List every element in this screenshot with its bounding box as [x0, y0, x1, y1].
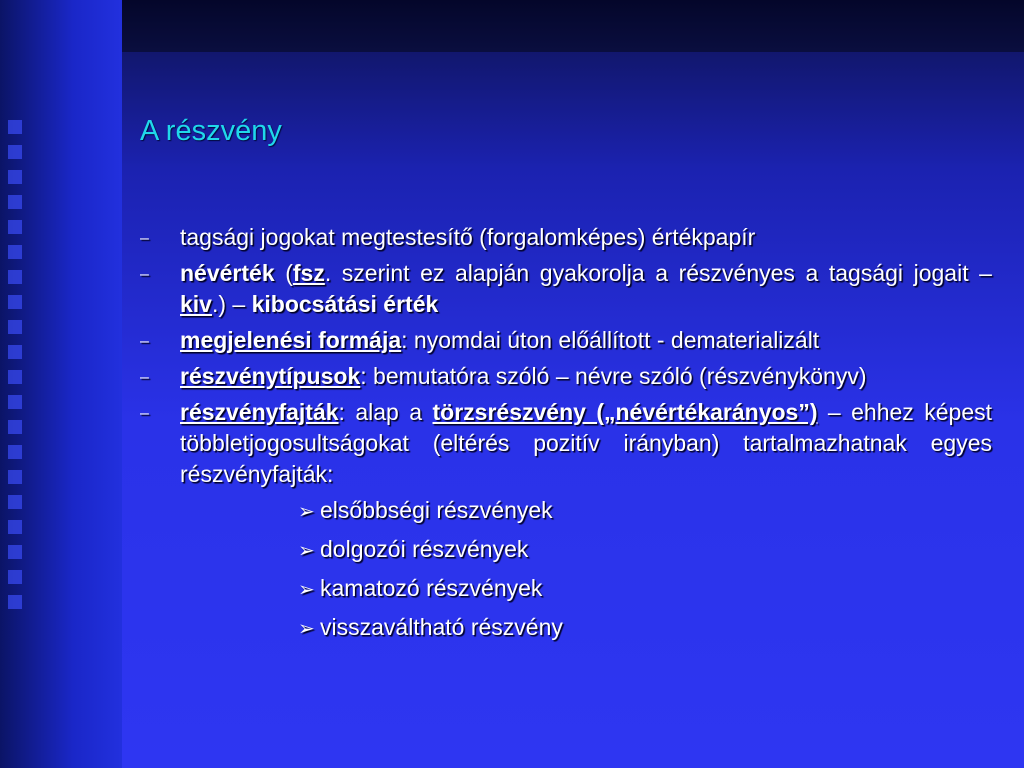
decor-square: [8, 145, 22, 159]
decor-square: [8, 545, 22, 559]
arrow-bullet-icon: ➢: [298, 540, 315, 562]
item-text: tagsági jogokat megtestesítő (forgalomképes) értékpapír: [180, 224, 756, 250]
decor-square: [8, 595, 22, 609]
abbr-kiv: kiv: [180, 291, 212, 317]
sub-item-text: visszaváltható részvény: [320, 614, 563, 640]
top-dark-band: [122, 0, 1024, 52]
decor-square: [8, 345, 22, 359]
decor-square: [8, 420, 22, 434]
decor-square: [8, 445, 22, 459]
term-megjelenesi-formaja: megjelenési formája: [180, 327, 402, 353]
sub-item-text: elsőbbségi részvények: [320, 497, 553, 523]
sub-item-text: kamatozó részvények: [320, 575, 543, 601]
item-text: .) –: [211, 291, 252, 317]
item-text: : bemutatóra szóló – névre szóló (részvénykönyv): [360, 363, 867, 389]
decor-square: [8, 520, 22, 534]
bullet-item: [140, 222, 992, 253]
decor-square: [8, 370, 22, 384]
decor-square: [8, 320, 22, 334]
term-nevertek: névérték: [180, 260, 275, 286]
term-torzsreszveny: törzsrészvény („névértékarányos”): [432, 399, 818, 425]
dash-bullet: –: [140, 369, 149, 386]
item-text: . szerint ez alapján gyakorolja a részvényes a tagsági jogait –: [324, 260, 992, 286]
sub-item-text: dolgozói részvények: [320, 536, 529, 562]
left-decorative-strip: [0, 0, 122, 768]
bullet-item: [140, 325, 992, 356]
decorative-squares: [8, 120, 26, 620]
dash-bullet: –: [140, 230, 149, 247]
decor-square: [8, 295, 22, 309]
slide-title: A részvény: [140, 115, 282, 147]
decor-square: [8, 495, 22, 509]
decor-square: [8, 570, 22, 584]
sub-list-item: [140, 573, 992, 606]
sub-list-item: [140, 495, 992, 528]
sub-list-item: [140, 612, 992, 645]
dash-bullet: –: [140, 333, 149, 350]
decor-square: [8, 120, 22, 134]
item-text: (: [274, 260, 293, 286]
bullet-item: [140, 397, 992, 490]
slide-content: [140, 222, 992, 651]
arrow-bullet-icon: ➢: [298, 618, 315, 640]
decor-square: [8, 220, 22, 234]
decor-square: [8, 170, 22, 184]
arrow-bullet-icon: ➢: [298, 579, 315, 601]
decor-square: [8, 470, 22, 484]
abbr-fsz: fsz: [292, 260, 325, 286]
decor-square: [8, 395, 22, 409]
item-text: – ehhez képest többletjogosultságokat (eltérés pozitív irányban) tartalmazhatnak egyes részvényfajták:: [180, 399, 992, 487]
decor-square: [8, 195, 22, 209]
term-reszvenyfajtak: részvényfajták: [180, 399, 339, 425]
bullet-item: [140, 258, 992, 320]
decor-square: [8, 270, 22, 284]
bullet-item: [140, 361, 992, 392]
item-text: : nyomdai úton előállított - dematerializált: [401, 327, 820, 353]
term-kibocsatasi-ertek: kibocsátási érték: [251, 291, 439, 317]
sub-list-item: [140, 534, 992, 567]
item-text: : alap a: [338, 399, 433, 425]
decor-square: [8, 245, 22, 259]
arrow-bullet-icon: ➢: [298, 501, 315, 523]
term-reszvenytipusok: részvénytípusok: [180, 363, 361, 389]
dash-bullet: –: [140, 405, 149, 422]
dash-bullet: –: [140, 266, 149, 283]
